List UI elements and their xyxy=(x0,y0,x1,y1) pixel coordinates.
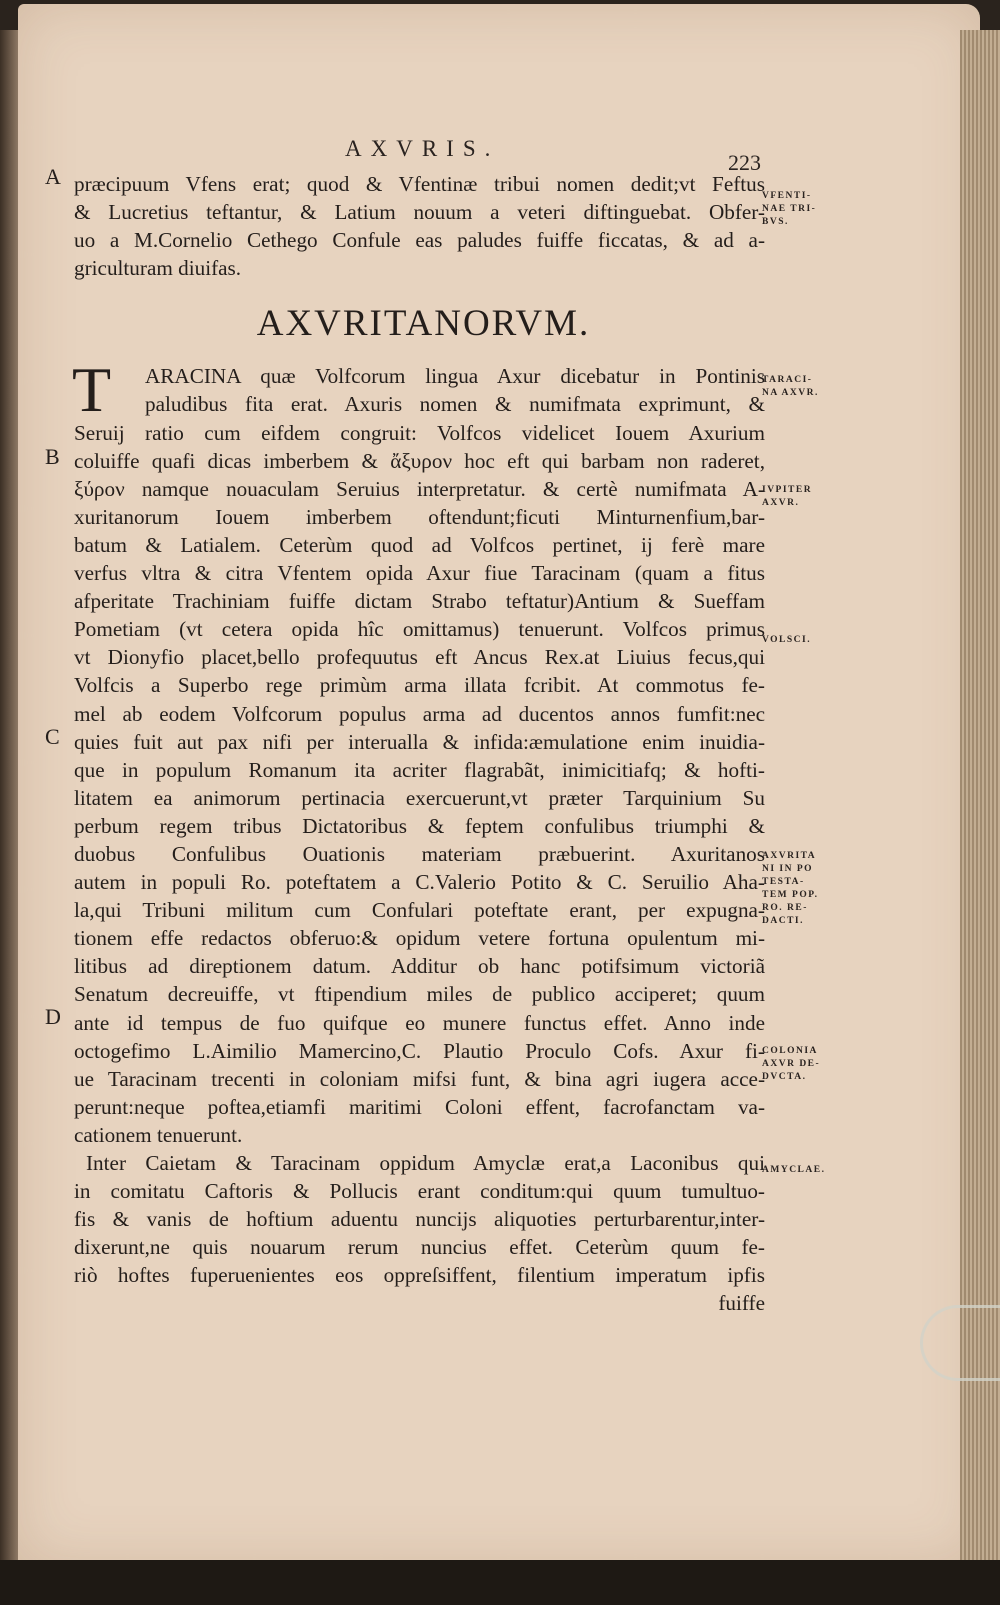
text-line: afperitate Trachiniam fuiffe dictam Strabo teftatur)Antium & Sueffam xyxy=(74,589,765,614)
text-line: Seruij ratio cum eifdem congruit: Volfcos videlicet Iouem Axurium xyxy=(74,420,765,445)
text-line: uo a M.Cornelio Cethego Confule eas paludes fuiffe ficcatas, & ad a- xyxy=(74,228,765,253)
text-line: & Lucretius teftantur, & Latium nouum a veteri diftinguebat. Obfer- xyxy=(74,200,765,225)
text-line: litatem ea animorum pertinacia exercuerunt,vt præter Tarquinium Su xyxy=(74,785,765,810)
marginal-note-vfentinae-tribus: VFENTI- NAE TRI- BVS. xyxy=(762,191,817,227)
text-line: tionem effe redactos obferuo:& opidum vetere fortuna opulentum mi- xyxy=(74,926,765,951)
paragraph-intro xyxy=(60,170,765,282)
text-line: mel ab eodem Volfcorum populus arma ad ducentos annos fumfit:nec xyxy=(74,701,765,726)
text-line: ARACINA quæ Volfcorum lingua Axur dicebatur in Pontinis xyxy=(145,364,765,389)
text-line: dixerunt,ne quis nouarum rerum nuncius effet. Ceterùm quum fe- xyxy=(74,1235,765,1260)
text-line: ξύρον namque nouaculam Seruius interpretatur. & certè numifmata A- xyxy=(74,476,765,501)
text-line: paludibus fita erat. Axuris nomen & numifmata exprimunt, & xyxy=(145,392,765,417)
text-line: præcipuum Vfens erat; quod & Vfentinæ tribui nomen dedit;vt Feftus xyxy=(74,172,765,196)
paragraph-axuritanorum xyxy=(60,354,765,1149)
text-line: ue Taracinam trecenti in coloniam mifsi funt, & bina agri iugera acce- xyxy=(74,1066,765,1091)
text-line: perunt:neque poftea,etiamfi maritimi Coloni effent, facrofanctam va- xyxy=(74,1094,765,1119)
text-line: Senatum decreuiffe, vt ftipendium miles de publico acciperet; quum xyxy=(74,982,765,1007)
text-line: in comitatu Caftoris & Pollucis erant conditum:qui quum tumultuo- xyxy=(74,1179,765,1204)
text-line: coluiffe quafi dicas imberbem & ἄξυρον hoc eft qui barbam non raderet, xyxy=(74,448,765,473)
text-line: ante id tempus de fuo quifque eo munere functus effet. Anno inde xyxy=(74,1010,765,1035)
marginal-note-iupiter-axur: IVPITER AXVR. xyxy=(762,485,813,508)
text-line: duobus Confulibus Ouationis materiam præbuerint. Axuritanos xyxy=(74,841,765,866)
text-line: que in populum Romanum ita acriter flagrabãt, inimicitiafq; & hofti- xyxy=(74,757,765,782)
section-letter-a: A xyxy=(45,164,61,189)
marginal-note-axuritani-in-potestatem: AXVRITA NI IN PO TESTA- TEM POP. RO. RE- DACTI. xyxy=(762,851,819,926)
text-line: vt Dionyfio placet,bello profequutus eft Ancus Rex.at Liuius fecus,qui xyxy=(74,645,765,670)
catchword: fuiffe xyxy=(718,1291,765,1316)
text-line: batum & Latialem. Ceterùm quod ad Volfcos pertinet, ij ferè mare xyxy=(74,532,765,557)
text-line: perbum regem tribus Dictatoribus & feptem confulibus triumphi & xyxy=(74,813,765,838)
text-line: verfus vltra & citra Vfentem opida Axur fiue Taracinam (quam a fitus xyxy=(74,561,765,586)
text-line: litibus ad direptionem datum. Additur ob hanc potifsimum victoriã xyxy=(74,954,765,979)
scan-bottom-border xyxy=(0,1560,1000,1605)
text-line: cationem tenuerunt. xyxy=(74,1122,243,1147)
marginal-note-volsci: VOLSCI. xyxy=(762,635,812,645)
text-line: Pometiam (vt cetera opida hîc omittamus) tenuerunt. Volfcos primus xyxy=(74,617,765,642)
text-line: octogefimo L.Aimilio Mamercino,C. Plautio Proculo Cofs. Axur fi- xyxy=(74,1038,765,1063)
marginal-note-colonia-axur: COLONIA AXVR DE- DVCTA. xyxy=(762,1046,821,1082)
marginal-note-amyclae: AMYCLAE. xyxy=(762,1165,826,1175)
running-title: AXVRIS. xyxy=(345,136,500,161)
text-line: xuritanorum Iouem imberbem oftendunt;ficuti Minturnenfium,bar- xyxy=(74,504,765,529)
section-letter-d: D xyxy=(45,1004,61,1029)
drop-capital: T xyxy=(72,354,112,425)
text-line: Inter Caietam & Taracinam oppidum Amyclæ erat,a Laconibus qui xyxy=(86,1151,765,1175)
section-letter-c: C xyxy=(45,724,60,749)
text-line: quies fuit aut pax nifi per interualla & infida:æmulatione enim inuidia- xyxy=(74,729,765,754)
text-line: fis & vanis de hoftium aduentu nuncijs aliquoties perturbarentur,inter- xyxy=(74,1207,765,1232)
text-line: Volfcis a Superbo rege primùm arma illata fcribit. At commotus fe- xyxy=(74,673,765,698)
page-number: 223 xyxy=(728,150,761,175)
text-line: riò hoftes fuperuenientes eos oppreſsiffent, filentium imperatum ipfis xyxy=(74,1263,765,1288)
text-line: la,qui Tribuni militum cum Confulari poteftate erant, per expugna- xyxy=(74,898,765,923)
page-clip xyxy=(920,1305,1000,1381)
section-letter-b: B xyxy=(45,444,60,469)
section-heading: AXVRITANORVM. xyxy=(256,303,591,345)
main-text-block xyxy=(60,170,765,1318)
text-line: autem in populi Ro. poteftatem a C.Valerio Potito & C. Seruilio Aha- xyxy=(74,870,765,895)
marginal-note-taracina-axur: TARACI- NA AXVR. xyxy=(762,375,819,398)
text-line: griculturam diuifas. xyxy=(74,256,242,281)
paragraph-amyclae xyxy=(60,1149,765,1318)
